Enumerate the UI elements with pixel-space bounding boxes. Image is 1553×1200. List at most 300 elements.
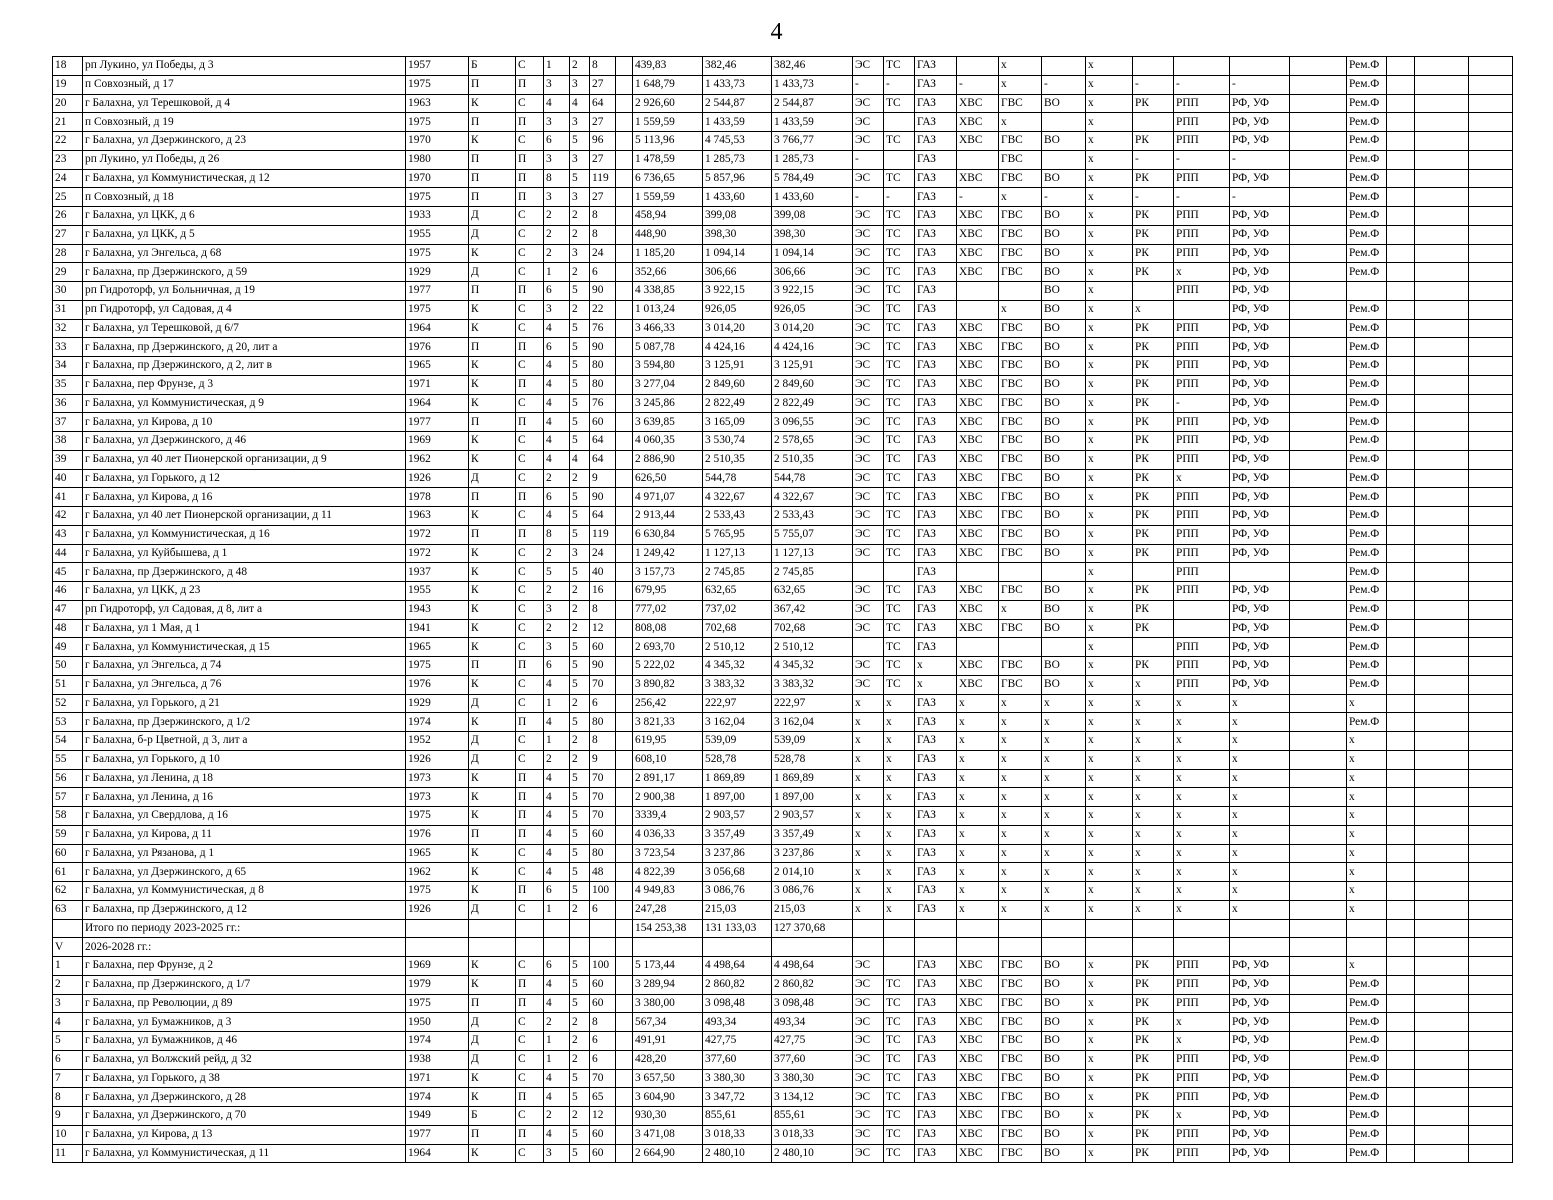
table-row [53, 375, 1513, 394]
table-cell: 3 018,33 [703, 1125, 772, 1144]
table-cell [544, 938, 570, 957]
table-cell: х [1347, 769, 1387, 788]
table-cell [1469, 169, 1513, 188]
table-cell: С [516, 600, 544, 619]
table-cell: К [469, 94, 516, 113]
table-cell: К [469, 432, 516, 451]
table-cell: 21 [53, 113, 83, 132]
table-cell: ХВС [957, 1069, 999, 1088]
housing-register-table [52, 56, 1513, 1163]
table-cell: х [1086, 1050, 1133, 1069]
table-cell [616, 57, 633, 76]
table-cell: 1943 [406, 600, 469, 619]
table-cell: П [516, 488, 544, 507]
table-cell: 90 [590, 657, 616, 676]
table-cell: 2 [570, 900, 590, 919]
table-cell: ВО [1042, 225, 1086, 244]
table-cell: РК [1133, 600, 1174, 619]
table-cell [616, 244, 633, 263]
table-cell: 5 [570, 675, 590, 694]
table-cell: П [469, 113, 516, 132]
table-cell [1042, 113, 1086, 132]
table-cell: ЭС [853, 1069, 884, 1088]
table-cell: ТС [884, 432, 915, 451]
table-cell: г Балахна, ул Свердлова, д 16 [83, 807, 406, 826]
table-cell: 8 [544, 525, 570, 544]
table-cell: ГВС [999, 582, 1042, 601]
table-cell: 4 822,39 [633, 863, 703, 882]
table-cell: 24 [590, 544, 616, 563]
table-cell: 1952 [406, 732, 469, 751]
table-cell [1415, 769, 1469, 788]
table-cell [1290, 282, 1347, 301]
table-cell: х [957, 844, 999, 863]
table-cell: К [469, 563, 516, 582]
table-cell: х [1042, 713, 1086, 732]
table-cell: РПП [1174, 563, 1230, 582]
table-cell: РК [1133, 582, 1174, 601]
table-cell: ТС [884, 544, 915, 563]
table-row [53, 694, 1513, 713]
table-cell [616, 150, 633, 169]
table-row [53, 657, 1513, 676]
table-cell: РФ, УФ [1230, 1107, 1290, 1126]
table-cell: п Совхозный, д 17 [83, 75, 406, 94]
table-cell [957, 150, 999, 169]
table-cell: 4 [544, 357, 570, 376]
table-cell: Д [469, 263, 516, 282]
table-cell: ХВС [957, 1125, 999, 1144]
table-cell: Рем.Ф [1347, 675, 1387, 694]
table-cell [616, 1088, 633, 1107]
table-cell [1290, 1125, 1347, 1144]
table-cell: РФ, УФ [1230, 1069, 1290, 1088]
table-cell: ГВС [999, 225, 1042, 244]
table-cell [1469, 807, 1513, 826]
table-cell: ВО [1042, 1107, 1086, 1126]
table-cell [1387, 338, 1415, 357]
table-cell [1290, 750, 1347, 769]
table-row [53, 413, 1513, 432]
table-cell [1387, 525, 1415, 544]
table-cell [1415, 863, 1469, 882]
table-cell: 6 [590, 900, 616, 919]
table-cell [1290, 732, 1347, 751]
table-cell: 1972 [406, 525, 469, 544]
table-row [53, 1144, 1513, 1163]
table-cell: 5 [570, 957, 590, 976]
table-cell [1415, 600, 1469, 619]
table-cell: ВО [1042, 375, 1086, 394]
table-cell: 4 [544, 1069, 570, 1088]
table-cell [1387, 600, 1415, 619]
table-cell: 4 345,32 [772, 657, 853, 676]
table-cell [1387, 713, 1415, 732]
table-cell: х [1086, 769, 1133, 788]
table-cell [1230, 563, 1290, 582]
table-cell: ХВС [957, 338, 999, 357]
table-cell: г Балахна, ул Горького, д 21 [83, 694, 406, 713]
table-cell: 4 322,67 [772, 488, 853, 507]
table-cell [616, 263, 633, 282]
table-cell [1387, 188, 1415, 207]
table-cell: 5 [544, 563, 570, 582]
table-cell: г Балахна, пр Революции, д 89 [83, 994, 406, 1013]
table-cell: х [1133, 769, 1174, 788]
table-cell: РПП [1174, 450, 1230, 469]
table-cell: х [1086, 882, 1133, 901]
table-cell [1387, 94, 1415, 113]
table-cell [469, 938, 516, 957]
table-cell [1469, 732, 1513, 751]
table-cell [1415, 638, 1469, 657]
table-cell: х [1086, 619, 1133, 638]
table-cell: 1974 [406, 713, 469, 732]
table-cell: П [516, 657, 544, 676]
table-cell: 4 [544, 1125, 570, 1144]
table-cell: 2 822,49 [772, 394, 853, 413]
table-cell: 5 113,96 [633, 132, 703, 151]
table-cell: 60 [590, 994, 616, 1013]
table-cell: 76 [590, 394, 616, 413]
table-cell: РФ, УФ [1230, 507, 1290, 526]
table-cell [616, 1050, 633, 1069]
table-cell: ГВС [999, 1069, 1042, 1088]
table-cell: х [1230, 863, 1290, 882]
table-cell: 1974 [406, 1032, 469, 1051]
table-cell: х [1347, 900, 1387, 919]
table-cell: ХВС [957, 169, 999, 188]
table-cell: ГАЗ [915, 994, 957, 1013]
table-cell: 5 857,96 [703, 169, 772, 188]
table-cell [1387, 169, 1415, 188]
table-cell: 2 [570, 600, 590, 619]
table-cell: ВО [1042, 132, 1086, 151]
table-cell: 2026-2028 гг.: [83, 938, 406, 957]
table-cell: 3 347,72 [703, 1088, 772, 1107]
table-cell: 222,97 [772, 694, 853, 713]
table-cell [1133, 57, 1174, 76]
table-cell [1387, 675, 1415, 694]
table-cell: 3 277,04 [633, 375, 703, 394]
table-cell [1133, 938, 1174, 957]
table-cell [616, 1107, 633, 1126]
table-cell: 40 [53, 469, 83, 488]
table-cell: х [1086, 975, 1133, 994]
table-cell [1290, 544, 1347, 563]
table-cell [853, 563, 884, 582]
table-cell [616, 169, 633, 188]
table-cell: - [853, 188, 884, 207]
table-row [53, 132, 1513, 151]
table-cell: ГАЗ [915, 769, 957, 788]
table-cell: Рем.Ф [1347, 225, 1387, 244]
table-cell: П [469, 282, 516, 301]
table-cell: С [516, 750, 544, 769]
table-cell: 8 [544, 169, 570, 188]
table-cell: РФ, УФ [1230, 1050, 1290, 1069]
table-row [53, 57, 1513, 76]
table-cell: х [1042, 694, 1086, 713]
table-cell: С [516, 694, 544, 713]
table-cell [1415, 57, 1469, 76]
table-cell [1469, 300, 1513, 319]
table-cell: 96 [590, 132, 616, 151]
table-cell: РФ, УФ [1230, 600, 1290, 619]
table-cell: ХВС [957, 113, 999, 132]
table-cell: г Балахна, ул Кирова, д 11 [83, 825, 406, 844]
table-cell: - [884, 188, 915, 207]
table-cell: РК [1133, 432, 1174, 451]
table-cell: 2 [570, 694, 590, 713]
table-cell: х [884, 788, 915, 807]
table-cell [1387, 563, 1415, 582]
table-cell: х [1086, 600, 1133, 619]
table-cell [1415, 207, 1469, 226]
table-cell: 1 127,13 [772, 544, 853, 563]
table-cell [1415, 132, 1469, 151]
table-cell [616, 525, 633, 544]
table-cell: ТС [884, 469, 915, 488]
table-cell [616, 132, 633, 151]
table-cell: П [516, 1088, 544, 1107]
table-cell: ГАЗ [915, 807, 957, 826]
table-cell: ХВС [957, 657, 999, 676]
table-cell: Рем.Ф [1347, 525, 1387, 544]
table-cell: Рем.Ф [1347, 319, 1387, 338]
table-cell: 619,95 [633, 732, 703, 751]
table-cell: 60 [590, 1144, 616, 1163]
table-cell: С [516, 507, 544, 526]
table-cell: ГАЗ [915, 282, 957, 301]
table-cell: 70 [590, 788, 616, 807]
table-cell: 1975 [406, 75, 469, 94]
table-cell: х [1086, 1088, 1133, 1107]
table-cell [957, 638, 999, 657]
table-cell: РФ, УФ [1230, 394, 1290, 413]
table-cell: ХВС [957, 244, 999, 263]
table-cell: ГВС [999, 150, 1042, 169]
table-cell: 3339,4 [633, 807, 703, 826]
table-cell: Рем.Ф [1347, 469, 1387, 488]
table-cell: 3 162,04 [703, 713, 772, 732]
table-cell: Рем.Ф [1347, 57, 1387, 76]
table-cell [1133, 638, 1174, 657]
table-cell: РПП [1174, 1050, 1230, 1069]
table-cell: 2 [570, 57, 590, 76]
table-cell [1290, 863, 1347, 882]
table-cell: ГВС [999, 1107, 1042, 1126]
table-cell: х [1086, 732, 1133, 751]
table-cell: Рем.Ф [1347, 600, 1387, 619]
table-cell: Д [469, 900, 516, 919]
table-cell: ГАЗ [915, 113, 957, 132]
table-cell: 1 [53, 957, 83, 976]
table-cell: ГАЗ [915, 957, 957, 976]
table-cell: 222,97 [703, 694, 772, 713]
table-cell: ГАЗ [915, 544, 957, 563]
table-cell: Рем.Ф [1347, 1144, 1387, 1163]
table-cell: 5 784,49 [772, 169, 853, 188]
table-cell [1290, 338, 1347, 357]
table-cell: ГВС [999, 413, 1042, 432]
table-row [53, 94, 1513, 113]
table-cell: ТС [884, 507, 915, 526]
table-cell: х [853, 788, 884, 807]
table-cell: - [1133, 188, 1174, 207]
table-cell [1042, 57, 1086, 76]
table-cell: ХВС [957, 413, 999, 432]
table-cell: 247,28 [633, 900, 703, 919]
table-cell: 398,30 [703, 225, 772, 244]
table-cell: Рем.Ф [1347, 563, 1387, 582]
table-cell: х [1347, 863, 1387, 882]
table-cell [1415, 375, 1469, 394]
table-cell: х [1042, 732, 1086, 751]
table-cell: РФ, УФ [1230, 413, 1290, 432]
table-cell: РПП [1174, 488, 1230, 507]
table-cell: ГВС [999, 394, 1042, 413]
table-cell: С [516, 563, 544, 582]
table-cell: 154 253,38 [633, 919, 703, 938]
table-cell: 2 849,60 [772, 375, 853, 394]
table-cell [616, 619, 633, 638]
table-cell [1469, 263, 1513, 282]
table-cell [1290, 357, 1347, 376]
table-cell: 2 664,90 [633, 1144, 703, 1163]
table-cell: 4 [544, 975, 570, 994]
table-cell: 3 [570, 188, 590, 207]
table-cell: 100 [590, 957, 616, 976]
table-cell: г Балахна, ул Горького, д 12 [83, 469, 406, 488]
table-cell [853, 938, 884, 957]
table-cell: С [516, 432, 544, 451]
table-row [53, 675, 1513, 694]
table-cell: С [516, 207, 544, 226]
table-cell: ГАЗ [915, 825, 957, 844]
table-cell: 1963 [406, 94, 469, 113]
table-cell: 60 [53, 844, 83, 863]
table-cell: х [884, 900, 915, 919]
table-cell: 3 723,54 [633, 844, 703, 863]
table-cell: 777,02 [633, 600, 703, 619]
table-cell: ХВС [957, 994, 999, 1013]
table-cell: х [999, 713, 1042, 732]
table-cell: ТС [884, 282, 915, 301]
table-cell: 5 [570, 413, 590, 432]
table-cell: ГАЗ [915, 169, 957, 188]
table-cell: х [1174, 863, 1230, 882]
table-cell: РК [1133, 975, 1174, 994]
table-cell: ГАЗ [915, 319, 957, 338]
table-cell [957, 919, 999, 938]
table-cell: 3 018,33 [772, 1125, 853, 1144]
table-cell: ВО [1042, 1050, 1086, 1069]
table-row [53, 769, 1513, 788]
table-cell: РК [1133, 1088, 1174, 1107]
table-cell [1469, 282, 1513, 301]
table-cell: РПП [1174, 432, 1230, 451]
table-cell: К [469, 450, 516, 469]
table-cell: х [853, 807, 884, 826]
table-cell: ГВС [999, 432, 1042, 451]
table-cell: х [1347, 732, 1387, 751]
table-cell [1415, 94, 1469, 113]
table-cell: Рем.Ф [1347, 169, 1387, 188]
table-cell [1387, 994, 1415, 1013]
table-cell: ЭС [853, 1088, 884, 1107]
table-cell: ТС [884, 1069, 915, 1088]
table-cell: 4 [544, 450, 570, 469]
table-cell: г Балахна, пр Дзержинского, д 2, лит в [83, 357, 406, 376]
table-cell: С [516, 619, 544, 638]
table-cell: РК [1133, 319, 1174, 338]
table-cell: РПП [1174, 319, 1230, 338]
table-cell: 2 [570, 1050, 590, 1069]
table-cell: ТС [884, 975, 915, 994]
table-cell [1415, 188, 1469, 207]
table-cell: х [1086, 394, 1133, 413]
table-cell: х [999, 750, 1042, 769]
table-cell: 1975 [406, 994, 469, 1013]
table-cell: V [53, 938, 83, 957]
table-cell [1290, 638, 1347, 657]
table-cell: 27 [590, 113, 616, 132]
table-cell [616, 113, 633, 132]
table-cell: 3 237,86 [703, 844, 772, 863]
table-cell [1415, 675, 1469, 694]
table-cell: 1937 [406, 563, 469, 582]
table-cell: Итого по периоду 2023-2025 гг.: [83, 919, 406, 938]
table-cell: ГАЗ [915, 975, 957, 994]
table-cell: 60 [590, 413, 616, 432]
table-cell: ГАЗ [915, 432, 957, 451]
table-cell [1415, 563, 1469, 582]
table-cell: г Балахна, ул Коммунистическая, д 12 [83, 169, 406, 188]
table-cell [1387, 507, 1415, 526]
table-cell: Рем.Ф [1347, 582, 1387, 601]
table-cell: 24 [590, 244, 616, 263]
table-cell: 4 498,64 [772, 957, 853, 976]
table-cell: ВО [1042, 319, 1086, 338]
table-row [53, 1088, 1513, 1107]
table-cell: г Балахна, ул Волжский рейд, д 32 [83, 1050, 406, 1069]
table-cell [1290, 225, 1347, 244]
table-cell: 8 [590, 57, 616, 76]
table-cell [1469, 319, 1513, 338]
table-cell [616, 75, 633, 94]
table-cell: 6 630,84 [633, 525, 703, 544]
table-cell [1290, 1032, 1347, 1051]
table-cell: г Балахна, ул ЦКК, д 6 [83, 207, 406, 226]
table-cell: х [957, 863, 999, 882]
table-cell: РК [1133, 525, 1174, 544]
table-cell: г Балахна, ул Бумажников, д 46 [83, 1032, 406, 1051]
table-cell [853, 919, 884, 938]
table-cell: 2 891,17 [633, 769, 703, 788]
table-row [53, 825, 1513, 844]
table-cell: ЭС [853, 132, 884, 151]
table-cell: 1963 [406, 507, 469, 526]
table-cell [1290, 1069, 1347, 1088]
table-cell: Рем.Ф [1347, 638, 1387, 657]
table-cell: рп Гидроторф, ул Больничная, д 19 [83, 282, 406, 301]
table-cell: ТС [884, 488, 915, 507]
table-cell [1290, 488, 1347, 507]
table-cell: РФ, УФ [1230, 1013, 1290, 1032]
table-cell [1469, 113, 1513, 132]
table-cell: х [1174, 882, 1230, 901]
